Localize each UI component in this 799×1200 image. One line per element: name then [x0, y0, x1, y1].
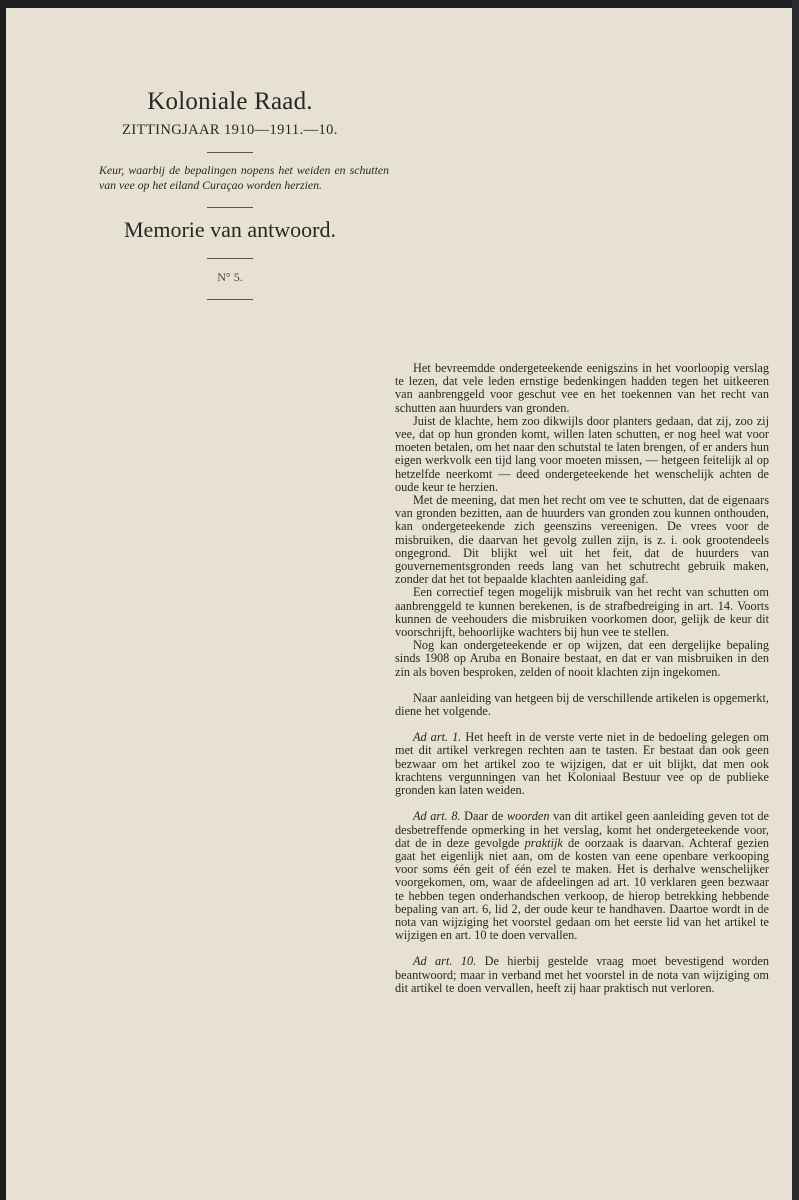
divider [207, 258, 253, 259]
paragraph-ad-art-10 [395, 955, 769, 995]
paragraph-text: De hierbij gestelde vraag moet bevestigend worden beantwoord; maar in verband met het voorstel in de nota van wijziging om dit artikel te doen vervallen, heeft zij haar praktisch nut verloren. [395, 954, 769, 995]
paragraph-text: van dit artikel geen aanleiding geven tot de desbetreffende opmerking in het verslag, komt het ondergeteekende voor, dat de in deze gevolgde [395, 809, 769, 850]
paragraph: Nog kan ondergeteekende er op wijzen, dat een dergelijke bepaling sinds 1908 op Aruba en Bonaire bestaat, en dat er van misbruiken in den zin als boven besproken, zelden of nooit klachten zijn ingekomen. [395, 638, 769, 679]
paragraph: Een correctief tegen mogelijk misbruik van het recht van schutten om aanbrenggeld te kunnen berekenen, is de strafbedreiging in art. 14. Voorts kunnen de veehouders die misbruiken voorkomen door, gelijk de keur dit voorschrijft, behoorlijke wachters bij hun vee te stellen. [395, 585, 769, 640]
divider [207, 299, 253, 300]
emphasis: woorden [506, 809, 550, 824]
scan-edge [792, 0, 799, 1200]
document-body [395, 362, 769, 995]
paragraph: Het bevreemdde ondergeteekende eenigszins in het voorloopig verslag te lezen, dat vele leden ernstige bedenkingen hadden tegen het uitkeeren van aanbrenggeld voor geschut vee en het toekennen van het recht van schutten aan huurders van gronden. [395, 361, 769, 415]
page-title: Koloniale Raad. [147, 88, 313, 115]
divider [207, 152, 253, 153]
paragraph: Juist de klachte, hem zoo dikwijls door planters gedaan, dat zij, zoo zij vee, dat op hun gronden komt, willen laten schutten, er nog heel wat voor moeten betalen, om het naar den schutstal te laten brengen, of er anders hun eigen werkvolk een tijd lang voor moeten missen, — hetgeen feitelijk al op hetzelfde neerkomt — deed ondergeteekende het wenschelijk achten de oude keur te herzien. [395, 413, 769, 494]
article-label: Ad art. 10. [413, 954, 477, 969]
article-label: Ad art. 8. [413, 809, 461, 824]
emphasis: praktijk [524, 835, 563, 850]
paragraph-text: Het heeft in de verste verte niet in de bedoeling gelegen om met dit artikel verkregen rechten aan te tasten. Er bestaat dan ook geen bezwaar om het artikel zoo te wijzigen, dat er uit blijkt, dat men ook krachtens vergunningen van het Koloniaal Bestuur vee op de publieke gronden kan laten weiden. [395, 730, 769, 798]
paragraph-ad-art-1 [395, 731, 769, 797]
document-page [6, 8, 792, 1200]
document-subject: Keur, waarbij de bepalingen nopens het weiden en schutten van vee op het eiland Curaçao worden herzien. [99, 163, 389, 192]
document-number: N° 5. [217, 270, 243, 284]
article-label: Ad art. 1. [413, 730, 462, 745]
session-year: ZITTINGJAAR 1910—1911.—10. [122, 122, 338, 138]
document-header [64, 86, 396, 310]
document-type: Memorie van antwoord. [124, 217, 336, 242]
divider [207, 207, 253, 208]
paragraph-text: de oorzaak is daarvan. Achteraf gezien gaat het eigenlijk niet aan, om de kosten van eene openbare verkooping voor soms één geit of één ezel te maken. Het is derhalve wenschelijker voorgekomen, om, waar de afdeelingen ad art. 10 verklaren geen bezwaar te hebben tegen onderhandschen verkoop, de hierop betrekking hebbende bepaling van art. 6, lid 2, der oude keur te handhaven. Daartoe wordt in de nota van wijziging het voorstel gedaan om het eerste lid van het artikel te wijzigen en art. 10 te doen vervallen. [395, 835, 770, 943]
paragraph-ad-art-8 [395, 810, 769, 942]
paragraph-text: Daar de [464, 809, 504, 824]
paragraph: Naar aanleiding van hetgeen bij de verschillende artikelen is opgemerkt, diene het volgende. [395, 690, 769, 719]
paragraph: Met de meening, dat men het recht om vee te schutten, dat de eigenaars van gronden bezitten, aan de huurders van gronden zou kunnen onthouden, kan ondergeteekende zich geenszins vereenigen. De vrees voor de misbruiken, die daarvan het gevolg zullen zijn, is z. i. ook grootendeels ongegrond. Dit blijkt wel uit het feit, dat de huurders van gouvernementsgronden reeds lang van het schutrecht gebruik maken, zonder dat het tot bepaalde klachten aanleiding gaf. [395, 493, 769, 587]
